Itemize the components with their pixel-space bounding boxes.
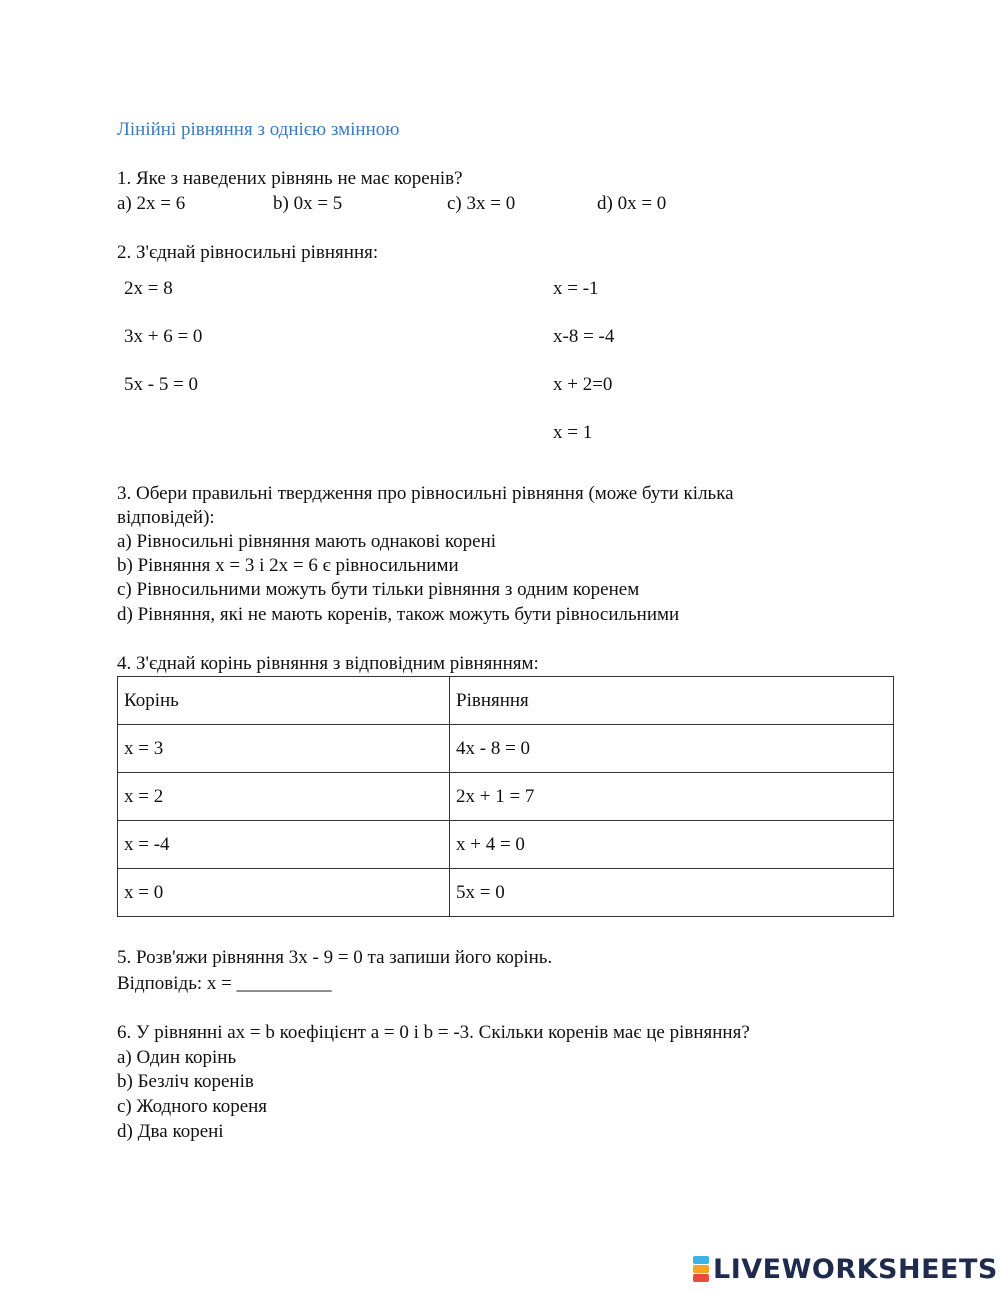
logo-mark-block bbox=[693, 1265, 709, 1273]
table-cell-equation[interactable]: 2x + 1 = 7 bbox=[450, 773, 894, 821]
table-row bbox=[118, 725, 894, 773]
q6-text: 6. У рівнянні ax = b коефіцієнт a = 0 і b = -3. Скільки коренів має це рівняння? bbox=[117, 1022, 750, 1043]
q3-option-d[interactable]: d) Рівняння, які не мають коренів, також можуть бути рівносильними bbox=[117, 604, 680, 625]
table-cell-equation[interactable]: x + 4 = 0 bbox=[450, 821, 894, 869]
logo-mark-block bbox=[693, 1256, 709, 1264]
q1-option-a[interactable]: a) 2x = 6 bbox=[117, 193, 186, 214]
liveworksheets-logo bbox=[693, 1254, 998, 1284]
q6-option-d[interactable]: d) Два корені bbox=[117, 1121, 224, 1142]
table-row bbox=[118, 869, 894, 917]
q1-option-c[interactable]: c) 3x = 0 bbox=[447, 193, 516, 214]
table-cell-root[interactable]: x = -4 bbox=[118, 821, 450, 869]
q2-right-item[interactable]: x + 2=0 bbox=[553, 374, 613, 395]
q6-option-b[interactable]: b) Безліч коренів bbox=[117, 1071, 254, 1092]
table-cell-equation[interactable]: 4x - 8 = 0 bbox=[450, 725, 894, 773]
q4-text: 4. З'єднай корінь рівняння з відповідним рівнянням: bbox=[117, 653, 539, 674]
page-title: Лінійні рівняння з однією змінною bbox=[117, 119, 400, 140]
q2-left-item[interactable]: 2x = 8 bbox=[124, 278, 173, 299]
q2-right-item[interactable]: x = 1 bbox=[553, 422, 593, 443]
table-row bbox=[118, 773, 894, 821]
q2-right-item[interactable]: x-8 = -4 bbox=[553, 326, 615, 347]
table-header-row bbox=[118, 677, 894, 725]
q1-text: 1. Яке з наведених рівнянь не має коренів? bbox=[117, 168, 463, 189]
table-header-cell: Рівняння bbox=[450, 677, 894, 725]
q1-option-b[interactable]: b) 0x = 5 bbox=[273, 193, 343, 214]
q1-option-d[interactable]: d) 0x = 0 bbox=[597, 193, 667, 214]
q3-option-c[interactable]: c) Рівносильними можуть бути тільки рівняння з одним коренем bbox=[117, 579, 640, 600]
q6-option-c[interactable]: c) Жодного кореня bbox=[117, 1096, 268, 1117]
q2-text: 2. З'єднай рівносильні рівняння: bbox=[117, 242, 379, 263]
table-cell-root[interactable]: x = 2 bbox=[118, 773, 450, 821]
table-cell-root[interactable]: x = 3 bbox=[118, 725, 450, 773]
q3-text-line2: відповідей): bbox=[117, 507, 215, 528]
q2-left-item[interactable]: 5x - 5 = 0 bbox=[124, 374, 199, 395]
q3-text-line1: 3. Обери правильні твердження про рівносильні рівняння (може бути кілька bbox=[117, 483, 734, 504]
q5-text: 5. Розв'яжи рівняння 3x - 9 = 0 та запиши його корінь. bbox=[117, 947, 553, 968]
q3-option-b[interactable]: b) Рівняння x = 3 і 2x = 6 є рівносильними bbox=[117, 555, 459, 576]
table-cell-root[interactable]: x = 0 bbox=[118, 869, 450, 917]
table-row bbox=[118, 821, 894, 869]
q5-answer-field[interactable]: Відповідь: x = __________ bbox=[117, 973, 332, 994]
q2-right-item[interactable]: x = -1 bbox=[553, 278, 599, 299]
q4-table bbox=[117, 676, 894, 917]
q6-option-a[interactable]: a) Один корінь bbox=[117, 1047, 237, 1068]
logo-text: LIVEWORKSHEETS bbox=[713, 1253, 998, 1285]
q3-option-a[interactable]: a) Рівносильні рівняння мають однакові корені bbox=[117, 531, 497, 552]
table-cell-equation[interactable]: 5x = 0 bbox=[450, 869, 894, 917]
logo-mark-block bbox=[693, 1274, 709, 1282]
table-header-cell: Корінь bbox=[118, 677, 450, 725]
q2-left-item[interactable]: 3x + 6 = 0 bbox=[124, 326, 203, 347]
logo-mark-icon bbox=[693, 1256, 709, 1282]
